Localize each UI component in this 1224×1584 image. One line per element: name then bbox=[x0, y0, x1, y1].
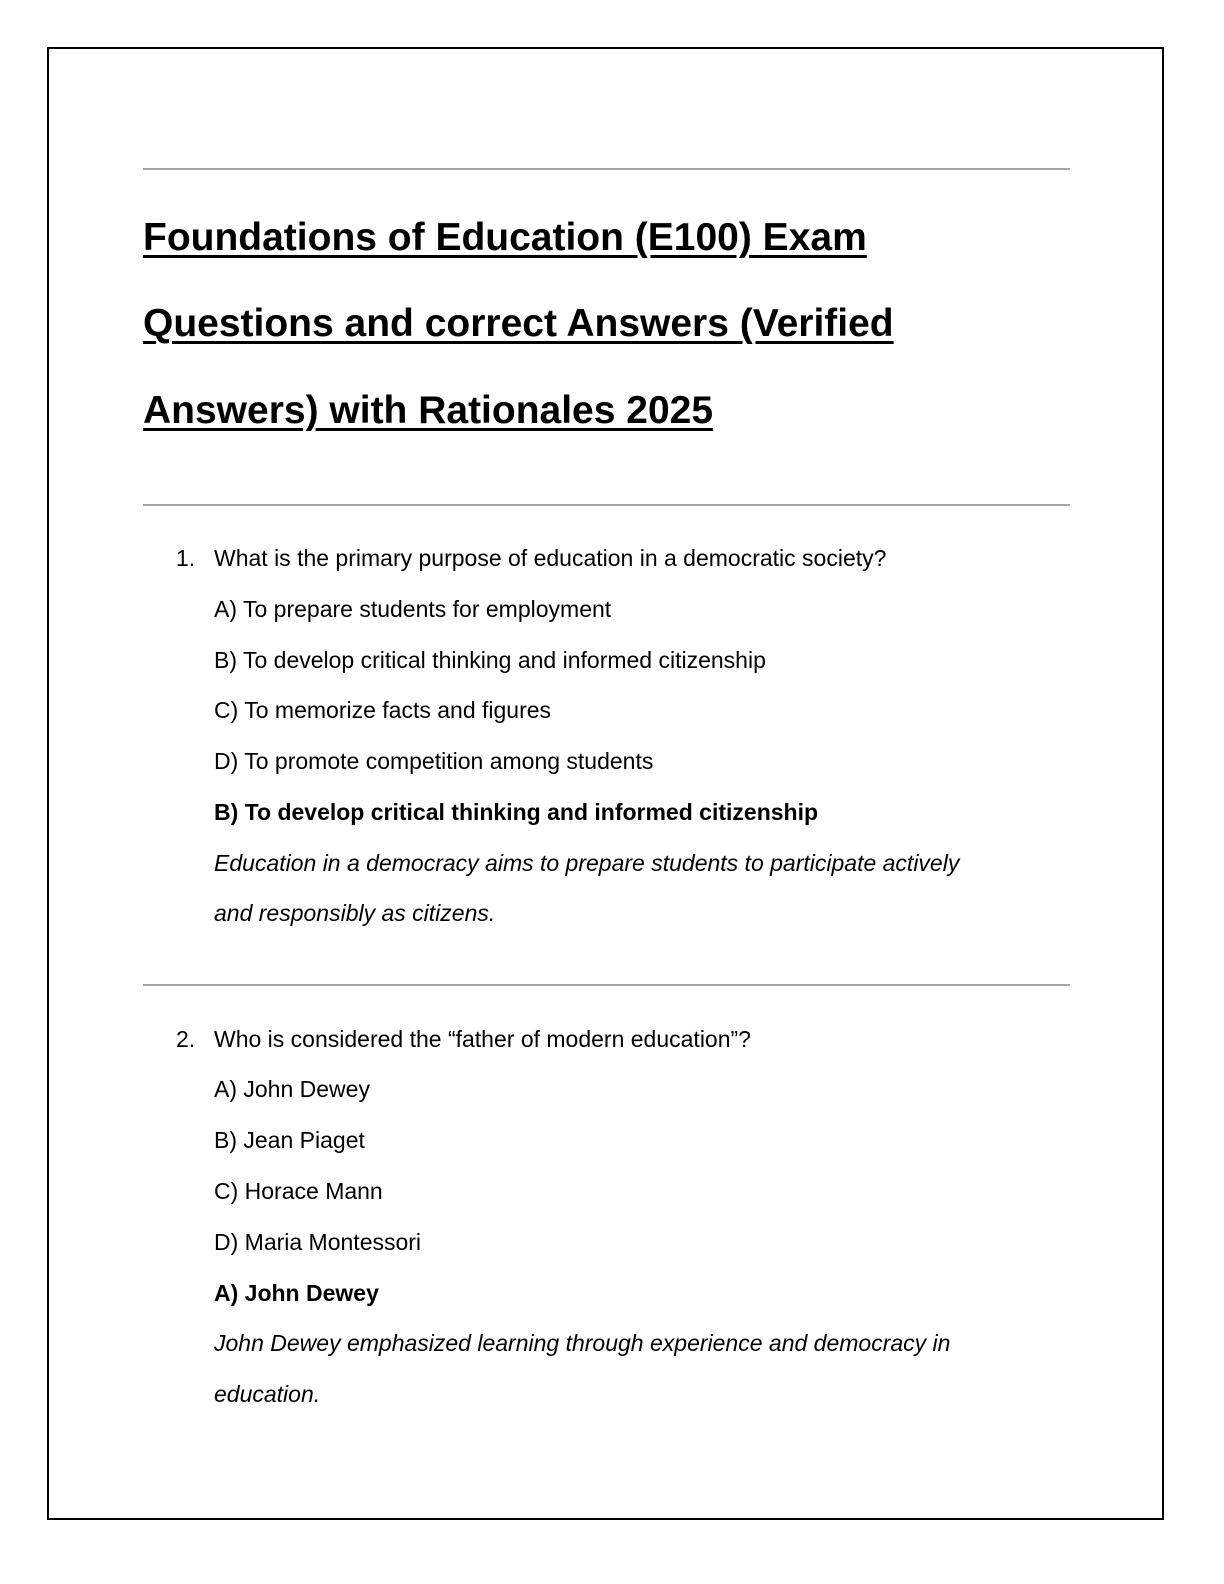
option-a: A) John Dewey bbox=[214, 1076, 370, 1102]
question-text: Who is considered the “father of modern education”? bbox=[214, 1026, 751, 1052]
question-number: 1. bbox=[176, 545, 196, 571]
option-a: A) To prepare students for employment bbox=[214, 596, 612, 622]
title-line-2: Questions and correct Answers (Verified bbox=[143, 302, 894, 345]
question-text: What is the primary purpose of education in a democratic society? bbox=[214, 545, 887, 571]
correct-answer: A) John Dewey bbox=[214, 1280, 379, 1306]
option-b: B) To develop critical thinking and informed citizenship bbox=[214, 647, 766, 673]
option-d: D) To promote competition among students bbox=[214, 748, 654, 774]
correct-answer: B) To develop critical thinking and informed citizenship bbox=[214, 799, 819, 825]
option-c: C) To memorize facts and figures bbox=[214, 697, 552, 723]
rationale-line-2: and responsibly as citizens. bbox=[214, 900, 496, 926]
option-b: B) Jean Piaget bbox=[214, 1127, 365, 1153]
rationale-line-1: Education in a democracy aims to prepare students to participate actively bbox=[214, 850, 960, 876]
option-c: C) Horace Mann bbox=[214, 1178, 383, 1204]
divider-between-questions bbox=[143, 984, 1070, 986]
divider-top bbox=[143, 168, 1070, 170]
title-line-1: Foundations of Education (E100) Exam bbox=[143, 216, 867, 259]
rationale-line-1: John Dewey emphasized learning through experience and democracy in bbox=[214, 1330, 951, 1356]
question-number: 2. bbox=[176, 1026, 196, 1052]
divider-after-title bbox=[143, 504, 1070, 506]
rationale-line-2: education. bbox=[214, 1381, 321, 1407]
title-line-3: Answers) with Rationales 2025 bbox=[143, 389, 714, 432]
option-d: D) Maria Montessori bbox=[214, 1229, 422, 1255]
